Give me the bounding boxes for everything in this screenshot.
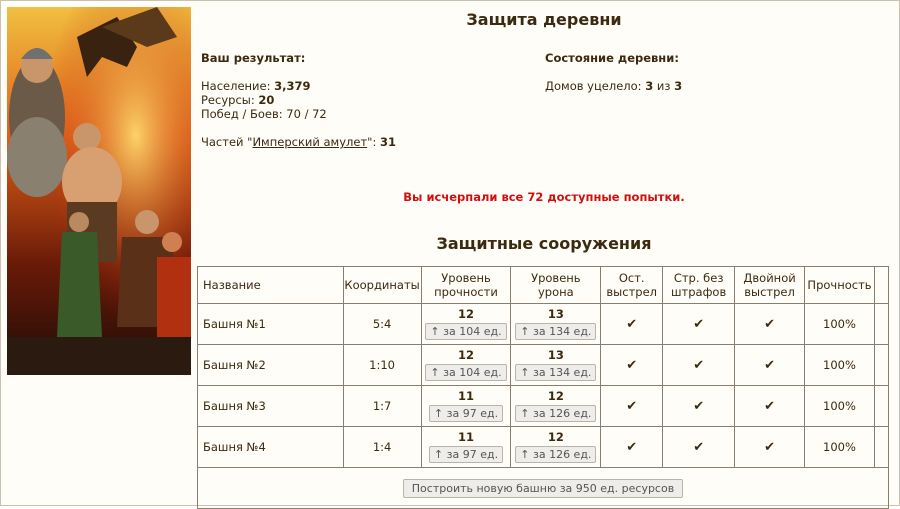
- build-row: [198, 468, 889, 509]
- main-content: [197, 1, 897, 505]
- durability-cell: [421, 345, 511, 386]
- table-row: [198, 386, 889, 427]
- damage-cell: [511, 427, 601, 468]
- table-row: [198, 304, 889, 345]
- col-header-no-penalty: Стр. без штрафов: [663, 267, 735, 304]
- tower-name: Башня №3: [198, 386, 344, 427]
- table-row: [198, 427, 889, 468]
- table-header-row: [198, 267, 889, 304]
- heroes-artwork: [7, 7, 191, 375]
- houses-label: Домов уцелело:: [545, 79, 642, 93]
- resources-label: Ресурсы:: [201, 93, 255, 107]
- durability-level: 12: [458, 348, 475, 362]
- village-panel: [545, 51, 845, 93]
- upgrade-damage-button[interactable]: ↑ за 134 ед.: [515, 323, 596, 340]
- village-heading: Состояние деревни:: [545, 51, 679, 65]
- upgrade-damage-button[interactable]: ↑ за 134 ед.: [515, 364, 596, 381]
- towers-table: [197, 266, 889, 509]
- check-icon: ✔: [735, 304, 805, 345]
- tower-name: Башня №1: [198, 304, 344, 345]
- durability-cell: [421, 427, 511, 468]
- wins-value: 70 / 72: [286, 107, 327, 121]
- wins-label: Побед / Боев:: [201, 107, 283, 121]
- check-icon: ✔: [735, 345, 805, 386]
- imperial-amulet-link[interactable]: Имперский амулет: [252, 135, 368, 149]
- col-header-double-shot: Двойной выстрел: [735, 267, 805, 304]
- resources-value: 20: [258, 93, 275, 107]
- durability-cell: [421, 304, 511, 345]
- tower-durability: 100%: [805, 386, 875, 427]
- check-icon: ✔: [663, 427, 735, 468]
- tower-coords: 1:4: [343, 427, 421, 468]
- durability-level: 12: [458, 307, 475, 321]
- tower-coords: 5:4: [343, 304, 421, 345]
- houses-line: [545, 79, 845, 93]
- col-header-durability: Прочность: [805, 267, 875, 304]
- upgrade-damage-button[interactable]: ↑ за 126 ед.: [515, 405, 596, 422]
- houses-value: 3: [645, 79, 654, 93]
- parts-value: 31: [379, 135, 396, 149]
- damage-cell: [511, 304, 601, 345]
- col-header-damage-level: Уровень урона: [511, 267, 601, 304]
- tower-name: Башня №2: [198, 345, 344, 386]
- page-title: Защита деревни: [466, 10, 622, 29]
- check-icon: ✔: [601, 304, 663, 345]
- defense-title: Защитные сооружения: [436, 234, 652, 253]
- build-cell: [198, 468, 889, 509]
- upgrade-durability-button[interactable]: ↑ за 97 ед.: [429, 446, 503, 463]
- upgrade-damage-button[interactable]: ↑ за 126 ед.: [515, 446, 596, 463]
- table-row: [198, 345, 889, 386]
- parts-label-suffix: ":: [367, 135, 377, 149]
- population-label: Население:: [201, 79, 271, 93]
- col-header-remaining-shot: Ост. выстрел: [601, 267, 663, 304]
- houses-total: 3: [674, 79, 683, 93]
- heroes-illustration: [7, 7, 191, 375]
- durability-level: 11: [458, 389, 475, 403]
- upgrade-durability-button[interactable]: ↑ за 104 ед.: [425, 323, 506, 340]
- houses-of: из: [656, 79, 671, 93]
- check-icon: ✔: [735, 427, 805, 468]
- extra-cell: [874, 427, 888, 468]
- extra-cell: [874, 386, 888, 427]
- parts-label-prefix: Частей ": [201, 135, 253, 149]
- upgrade-durability-button[interactable]: ↑ за 104 ед.: [425, 364, 506, 381]
- damage-level: 13: [547, 348, 564, 362]
- tower-durability: 100%: [805, 345, 875, 386]
- damage-cell: [511, 386, 601, 427]
- resources-line: [201, 93, 521, 107]
- damage-level: 12: [547, 389, 564, 403]
- extra-cell: [874, 304, 888, 345]
- check-icon: ✔: [663, 386, 735, 427]
- tower-durability: 100%: [805, 304, 875, 345]
- check-icon: ✔: [601, 386, 663, 427]
- damage-level: 12: [547, 430, 564, 444]
- check-icon: ✔: [663, 345, 735, 386]
- check-icon: ✔: [663, 304, 735, 345]
- build-tower-button[interactable]: Построить новую башню за 950 ед. ресурсов: [403, 479, 683, 498]
- extra-cell: [874, 345, 888, 386]
- result-panel: [201, 51, 521, 149]
- result-heading: Ваш результат:: [201, 51, 306, 65]
- population-value: 3,379: [274, 79, 311, 93]
- upgrade-durability-button[interactable]: ↑ за 97 ед.: [429, 405, 503, 422]
- parts-line: [201, 135, 521, 149]
- check-icon: ✔: [735, 386, 805, 427]
- tower-coords: 1:10: [343, 345, 421, 386]
- population-line: [201, 79, 521, 93]
- tower-durability: 100%: [805, 427, 875, 468]
- tower-name: Башня №4: [198, 427, 344, 468]
- durability-cell: [421, 386, 511, 427]
- col-header-durability-level: Уровень прочности: [421, 267, 511, 304]
- wins-line: [201, 107, 521, 121]
- damage-level: 13: [547, 307, 564, 321]
- check-icon: ✔: [601, 427, 663, 468]
- damage-cell: [511, 345, 601, 386]
- check-icon: ✔: [601, 345, 663, 386]
- tower-coords: 1:7: [343, 386, 421, 427]
- col-header-coords: Координаты: [343, 267, 421, 304]
- attempts-warning: Вы исчерпали все 72 доступные попытки.: [403, 190, 685, 204]
- durability-level: 11: [458, 430, 475, 444]
- col-header-extra: [874, 267, 888, 304]
- col-header-name: Название: [198, 267, 344, 304]
